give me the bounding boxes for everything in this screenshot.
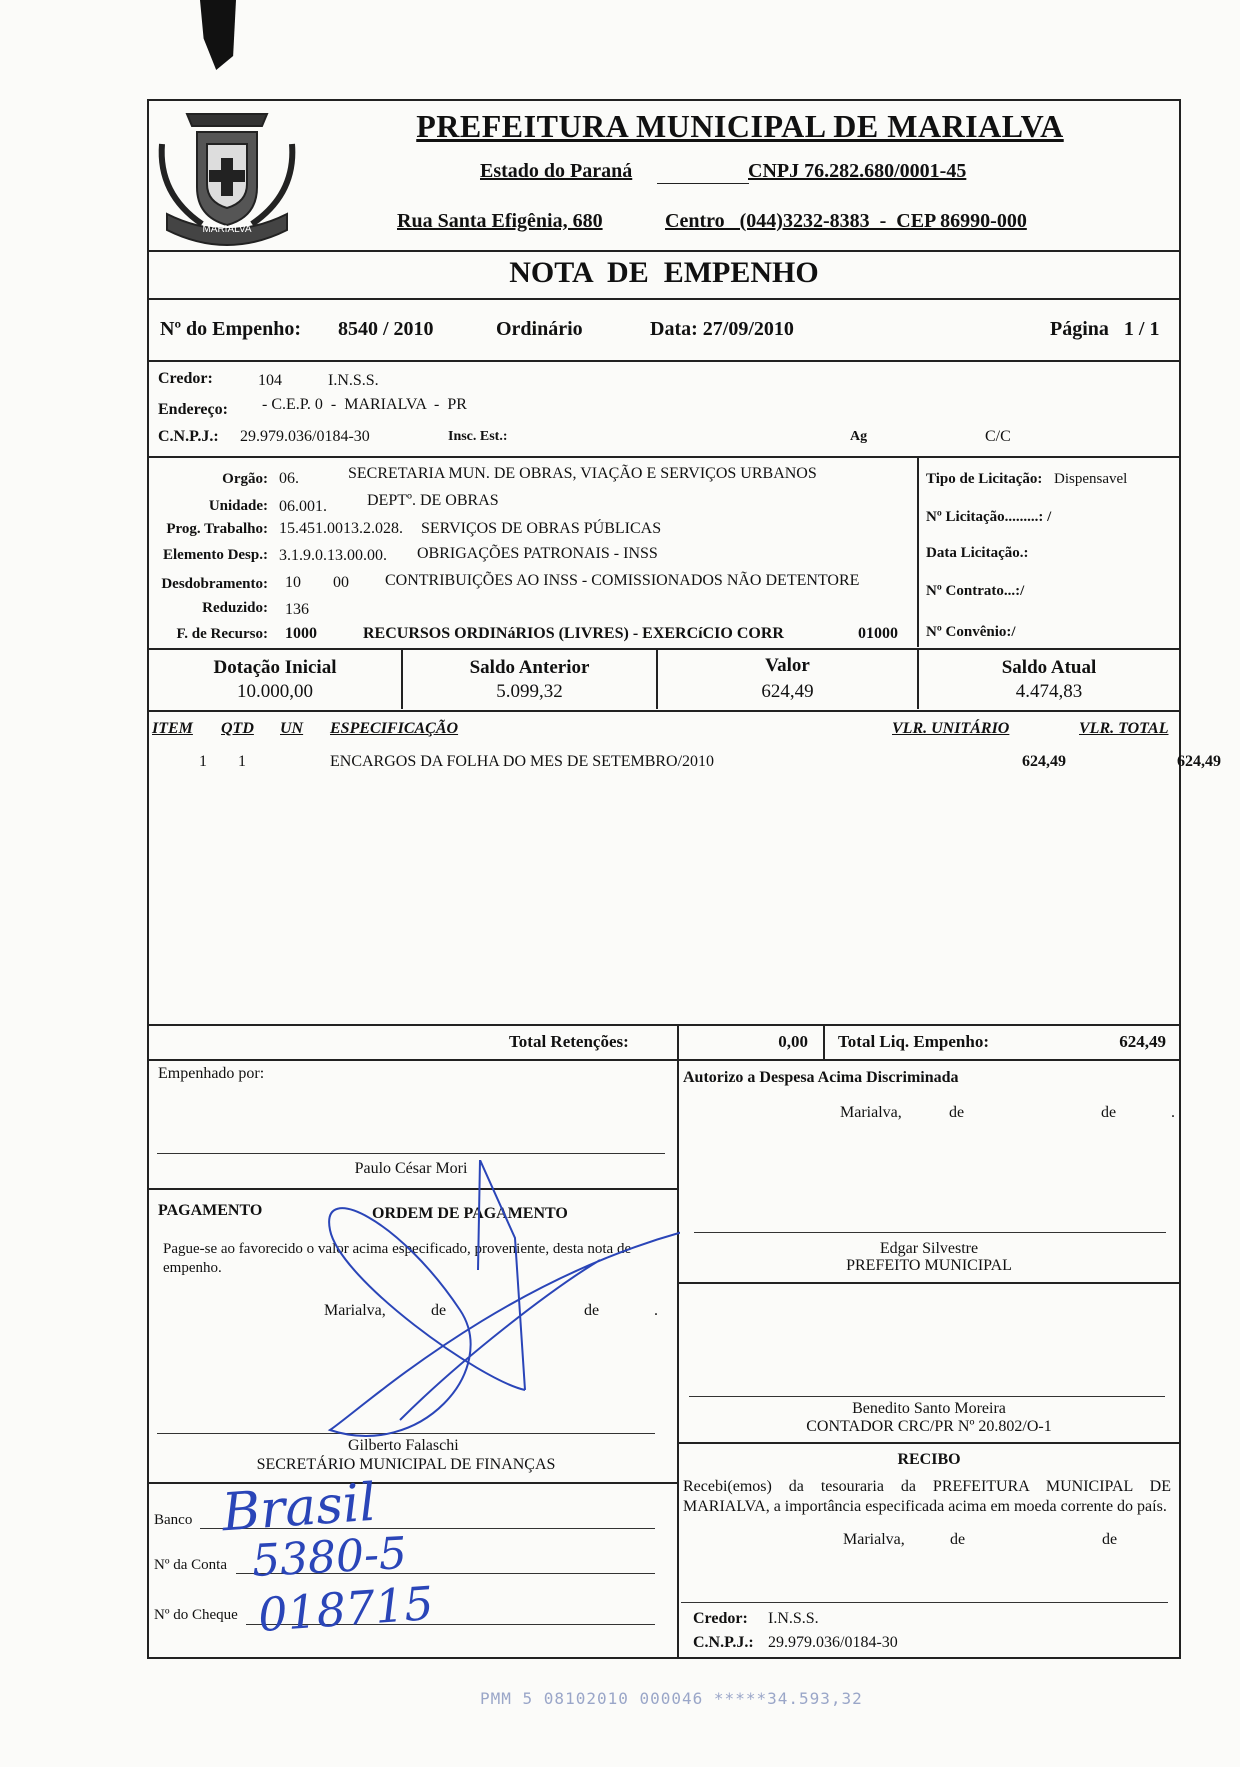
autorizo-place: Marialva, xyxy=(840,1104,902,1121)
saldo-anterior-value: 5.099,32 xyxy=(496,681,563,702)
fonte-code2: 01000 xyxy=(858,625,898,642)
secretario-name: Gilberto Falaschi xyxy=(348,1437,459,1454)
reduzido-value: 136 xyxy=(285,601,309,618)
cnpj-label: C.N.P.J.: xyxy=(158,428,219,445)
autorizo-dot: . xyxy=(1171,1104,1175,1121)
pagamento-text: Pague-se ao favorecido o valor acima especificado, proveniente, desta nota de empenho. xyxy=(163,1241,632,1276)
contador-role: CONTADOR CRC/PR Nº 20.802/O-1 xyxy=(806,1418,1052,1435)
reduzido-label: Reduzido: xyxy=(202,600,268,616)
orgao-name: SECRETARIA MUN. DE OBRAS, VIAÇÃO E SERVIÇOS URBANOS xyxy=(348,465,817,482)
endereco-label: Endereço: xyxy=(158,401,228,418)
recibo-cnpj-value: 29.979.036/0184-30 xyxy=(768,1634,898,1651)
fonte-code: 1000 xyxy=(285,625,317,642)
secretario-role: SECRETÁRIO MUNICIPAL DE FINANÇAS xyxy=(256,1456,556,1473)
desdobramento-name: CONTRIBUIÇÕES AO INSS - COMISSIONADOS NÃO DETENTORE xyxy=(385,572,860,589)
address-street: Rua Santa Efigênia, 680 xyxy=(397,210,603,232)
crest-text: MARIALVA xyxy=(202,224,252,235)
conta-handwritten: 5380-5 xyxy=(250,1527,409,1588)
recibo-label: RECIBO xyxy=(897,1451,961,1468)
col-vlr-total: VLR. TOTAL xyxy=(1079,720,1169,737)
numero-licitacao: Nº Licitação.........: / xyxy=(926,509,1052,525)
liquido-label: Total Liq. Empenho: xyxy=(838,1032,989,1051)
row-total: 624,49 xyxy=(1177,753,1221,770)
municipal-crest-icon xyxy=(152,104,302,252)
credor-code: 104 xyxy=(258,372,282,389)
desdobramento-code2: 00 xyxy=(333,574,349,591)
endereco-value: - C.E.P. 0 - MARIALVA - PR xyxy=(262,396,467,413)
unidade-name: DEPTº. DE OBRAS xyxy=(367,492,499,509)
recibo-credor-label: Credor: xyxy=(693,1610,748,1627)
recibo-credor-value: I.N.S.S. xyxy=(768,1610,819,1627)
autorizo-de1: de xyxy=(949,1104,965,1121)
col-qtd: QTD xyxy=(221,720,254,737)
empenho-date: Data: 27/09/2010 xyxy=(650,318,794,340)
saldo-atual-label: Saldo Atual xyxy=(1001,657,1097,678)
empenho-label: Nº do Empenho: xyxy=(160,318,302,340)
scan-mark xyxy=(200,0,236,70)
row-item: 1 xyxy=(199,753,207,770)
document-title: NOTA DE EMPENHO xyxy=(509,256,819,289)
dotacao-value: 10.000,00 xyxy=(237,681,313,702)
valor-label: Valor xyxy=(765,655,810,676)
liquido-value: 624,49 xyxy=(1119,1032,1166,1051)
credor-label: Credor: xyxy=(158,370,213,387)
elemento-name: OBRIGAÇÕES PATRONAIS - INSS xyxy=(417,545,658,562)
retencoes-value: 0,00 xyxy=(778,1032,808,1051)
elemento-label: Elemento Desp.: xyxy=(163,547,268,563)
prog-code: 15.451.0013.2.028. xyxy=(279,520,403,537)
contador-name: Benedito Santo Moreira xyxy=(852,1400,1006,1417)
banco-handwritten: Brasil xyxy=(220,1472,378,1544)
prefeito-role: PREFEITO MUNICIPAL xyxy=(846,1257,1012,1274)
numero-convenio: Nº Convênio:/ xyxy=(926,624,1016,640)
numero-contrato: Nº Contrato...:/ xyxy=(926,583,1025,599)
pagamento-de1: de xyxy=(431,1302,447,1319)
signature-scrawl xyxy=(300,1160,680,1460)
cnpj-header: CNPJ 76.282.680/0001-45 xyxy=(748,160,967,182)
data-licitacao: Data Licitação.: xyxy=(926,545,1029,561)
address-contact: Centro (044)3232-8383 - CEP 86990-000 xyxy=(665,210,1027,232)
page-number: Página 1 / 1 xyxy=(1050,318,1160,340)
cheque-label: Nº do Cheque xyxy=(154,1607,238,1623)
fonte-name: RECURSOS ORDINáRIOS (LIVRES) - EXERCíCIO CORR xyxy=(363,625,784,642)
desdobramento-code1: 10 xyxy=(285,574,301,591)
page-title: PREFEITURA MUNICIPAL DE MARIALVA xyxy=(416,108,1064,144)
dotacao-label: Dotação Inicial xyxy=(213,657,337,678)
empenho-number: 8540 / 2010 xyxy=(338,318,434,340)
state-label: Estado do Paraná xyxy=(480,160,633,182)
pagamento-dot: . xyxy=(654,1302,658,1319)
ag-label: Ag xyxy=(850,429,868,444)
row-spec: ENCARGOS DA FOLHA DO MES DE SETEMBRO/2010 xyxy=(330,753,715,770)
fonte-label: F. de Recurso: xyxy=(176,626,268,642)
saldo-anterior-label: Saldo Anterior xyxy=(469,657,590,678)
insc-label: Insc. Est.: xyxy=(448,429,508,444)
recibo-de1: de xyxy=(950,1531,966,1548)
tipo-licitacao-label: Tipo de Licitação: xyxy=(926,471,1043,487)
recibo-cnpj-label: C.N.P.J.: xyxy=(693,1634,754,1651)
conta-label: Nº da Conta xyxy=(154,1557,227,1573)
pagamento-de2: de xyxy=(584,1302,600,1319)
cheque-handwritten: 018715 xyxy=(256,1575,436,1643)
credor-name: I.N.S.S. xyxy=(328,372,379,389)
empenhado-name: Paulo César Mori xyxy=(354,1160,468,1177)
row-qtd: 1 xyxy=(238,753,246,770)
autorizo-label: Autorizo a Despesa Acima Discriminada xyxy=(683,1069,959,1086)
col-especificacao: ESPECIFICAÇÃO xyxy=(330,720,459,737)
prog-name: SERVIÇOS DE OBRAS PÚBLICAS xyxy=(421,520,662,537)
recibo-text: Recebi(emos) da tesouraria da PREFEITURA MUNICIPAL DE MARIALVA, a importância especificada acima em moeda corrente do país. xyxy=(683,1478,1171,1515)
pagamento-label: PAGAMENTO xyxy=(158,1202,263,1219)
banco-label: Banco xyxy=(154,1512,193,1528)
retencoes-label: Total Retenções: xyxy=(509,1032,629,1051)
valor-value: 624,49 xyxy=(761,681,814,702)
saldo-atual-value: 4.474,83 xyxy=(1015,681,1083,702)
col-vlr-unitario: VLR. UNITÁRIO xyxy=(892,720,1010,737)
orgao-label: Orgão: xyxy=(222,471,268,487)
prog-label: Prog. Trabalho: xyxy=(166,521,268,537)
prefeito-name: Edgar Silvestre xyxy=(879,1240,979,1257)
recibo-de2: de xyxy=(1102,1531,1118,1548)
cc-label: C/C xyxy=(985,428,1011,445)
recibo-place: Marialva, xyxy=(843,1531,905,1548)
desdobramento-label: Desdobramento: xyxy=(161,576,268,592)
autorizo-de2: de xyxy=(1101,1104,1117,1121)
unidade-code: 06.001. xyxy=(279,498,327,515)
empenho-type: Ordinário xyxy=(496,318,583,340)
row-unit: 624,49 xyxy=(1022,753,1066,770)
tipo-licitacao-value: Dispensavel xyxy=(1054,471,1128,487)
col-item: ITEM xyxy=(152,720,193,737)
col-un: UN xyxy=(280,720,304,737)
elemento-code: 3.1.9.0.13.00.00. xyxy=(279,547,387,564)
empenhado-label: Empenhado por: xyxy=(158,1065,265,1082)
orgao-code: 06. xyxy=(279,470,299,487)
unidade-label: Unidade: xyxy=(208,498,268,514)
footer-stamp: PMM 5 08102010 000046 *****34.593,32 xyxy=(480,1689,863,1708)
cnpj-value: 29.979.036/0184-30 xyxy=(240,428,370,445)
table-row xyxy=(149,753,1221,775)
ordem-pagamento-label: ORDEM DE PAGAMENTO xyxy=(372,1205,568,1222)
pagamento-place: Marialva, xyxy=(324,1302,386,1319)
